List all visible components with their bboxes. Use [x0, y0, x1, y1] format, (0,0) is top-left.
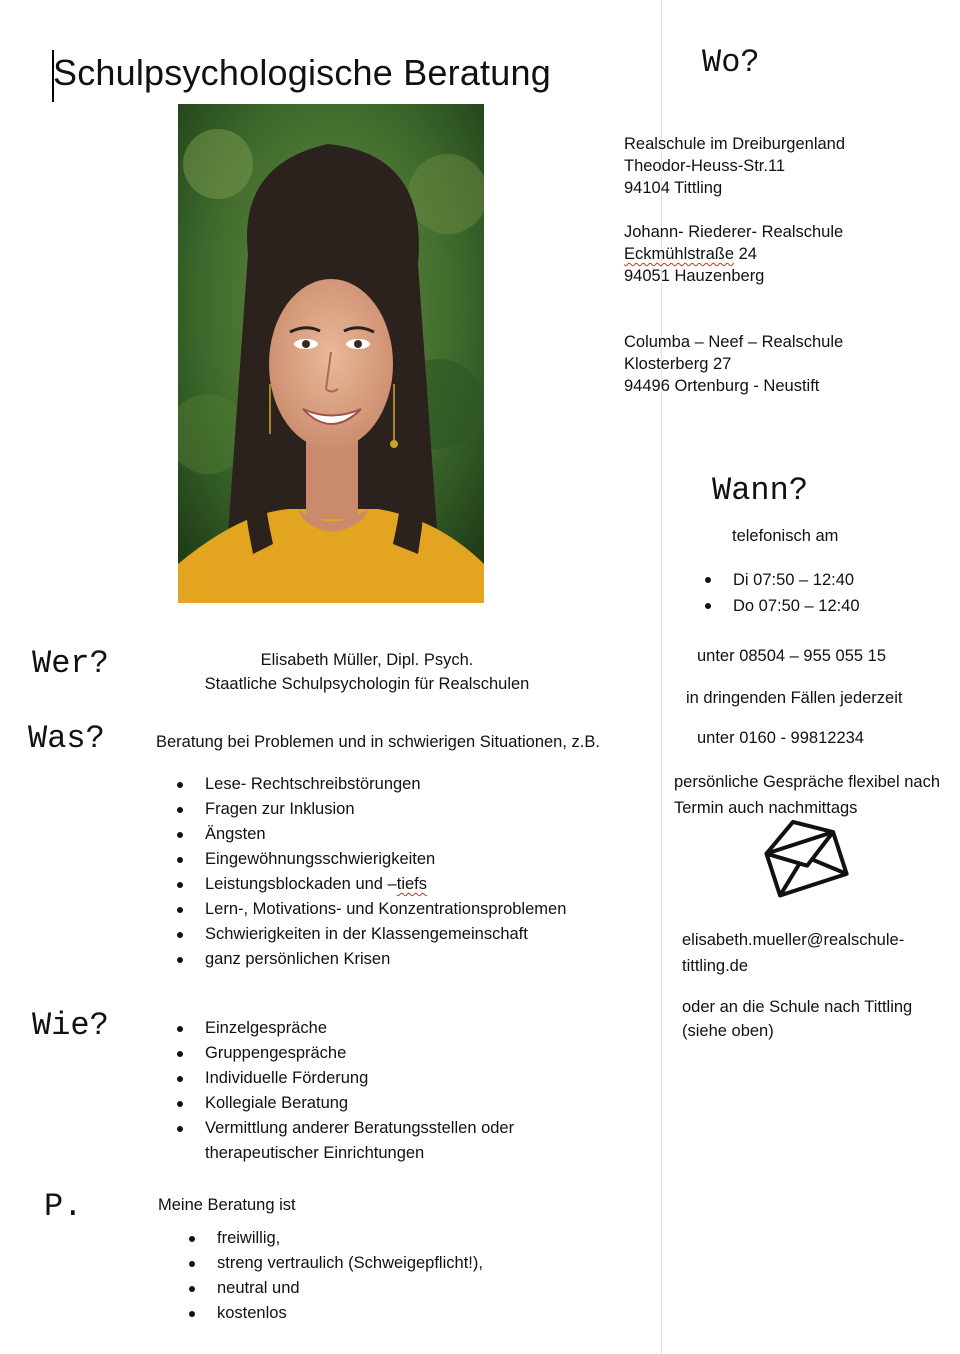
list-item: Lern-, Motivations- und Konzentrationsproblemen — [205, 897, 566, 922]
topics-list — [205, 772, 566, 972]
list-item: Leistungsblockaden und –tiefs — [205, 872, 566, 897]
principles-list — [217, 1226, 483, 1326]
alternative-contact: oder an die Schule nach Tittling (siehe oben) — [682, 998, 913, 1040]
methods-list — [205, 1016, 514, 1166]
p-intro: Meine Beratung ist — [158, 1196, 296, 1214]
office-hours-item: Di 07:50 – 12:40 — [733, 567, 860, 593]
wann-heading: Wann? — [712, 472, 809, 509]
list-item: freiwillig, — [217, 1226, 483, 1251]
school-address-1: Realschule im Dreiburgenland Theodor-Heuss-Str.11 94104 Tittling — [624, 135, 846, 197]
school-address-2: Johann- Riederer- Realschule Eckmühlstraße 24 94051 Hauzenberg — [624, 223, 844, 285]
email-address[interactable]: elisabeth.mueller@realschule- tittling.de — [682, 931, 905, 975]
page-divider — [661, 0, 662, 1354]
urgent-note: in dringenden Fällen jederzeit — [686, 689, 903, 707]
list-item: Vermittlung anderer Beratungsstellen oder therapeutischer Einrichtungen — [205, 1116, 514, 1166]
was-heading: Was? — [28, 720, 105, 757]
list-item: Einzelgespräche — [205, 1016, 514, 1041]
p-heading: P. — [44, 1188, 83, 1225]
wann-intro: telefonisch am — [732, 527, 839, 545]
list-item: Individuelle Förderung — [205, 1066, 514, 1091]
school-address-3: Columba – Neef – Realschule Klosterberg 27 94496 Ortenburg - Neustift — [624, 333, 844, 395]
list-item: Eingewöhnungsschwierigkeiten — [205, 847, 566, 872]
envelope-icon — [760, 818, 850, 900]
wie-heading: Wie? — [32, 1007, 109, 1044]
list-item: ganz persönlichen Krisen — [205, 947, 566, 972]
phone-number-1: unter 08504 – 955 055 15 — [697, 647, 887, 665]
personal-appointment-note: persönliche Gespräche flexibel nach Termin auch nachmittags — [674, 773, 940, 817]
list-item: Kollegiale Beratung — [205, 1091, 514, 1116]
list-item: Schwierigkeiten in der Klassengemeinschaft — [205, 922, 566, 947]
list-item: Fragen zur Inklusion — [205, 797, 566, 822]
list-item: neutral und — [217, 1276, 483, 1301]
phone-number-2: unter 0160 - 99812234 — [697, 729, 864, 747]
office-hours-item: Do 07:50 – 12:40 — [733, 593, 860, 619]
page-title[interactable]: Schulpsychologische Beratung — [53, 52, 551, 93]
wo-heading: Wo? — [702, 44, 760, 81]
wer-heading: Wer? — [32, 645, 109, 682]
list-item: kostenlos — [217, 1301, 483, 1326]
psychologist-info: Elisabeth Müller, Dipl. Psych. Staatliche Schulpsychologin für Realschulen — [204, 651, 530, 693]
list-item: Ängsten — [205, 822, 566, 847]
list-item: Lese- Rechtschreibstörungen — [205, 772, 566, 797]
list-item: Gruppengespräche — [205, 1041, 514, 1066]
portrait-photo — [178, 104, 484, 603]
was-intro: Beratung bei Problemen und in schwierigen Situationen, z.B. — [156, 733, 600, 751]
office-hours-list — [733, 567, 860, 619]
list-item: streng vertraulich (Schweigepflicht!), — [217, 1251, 483, 1276]
